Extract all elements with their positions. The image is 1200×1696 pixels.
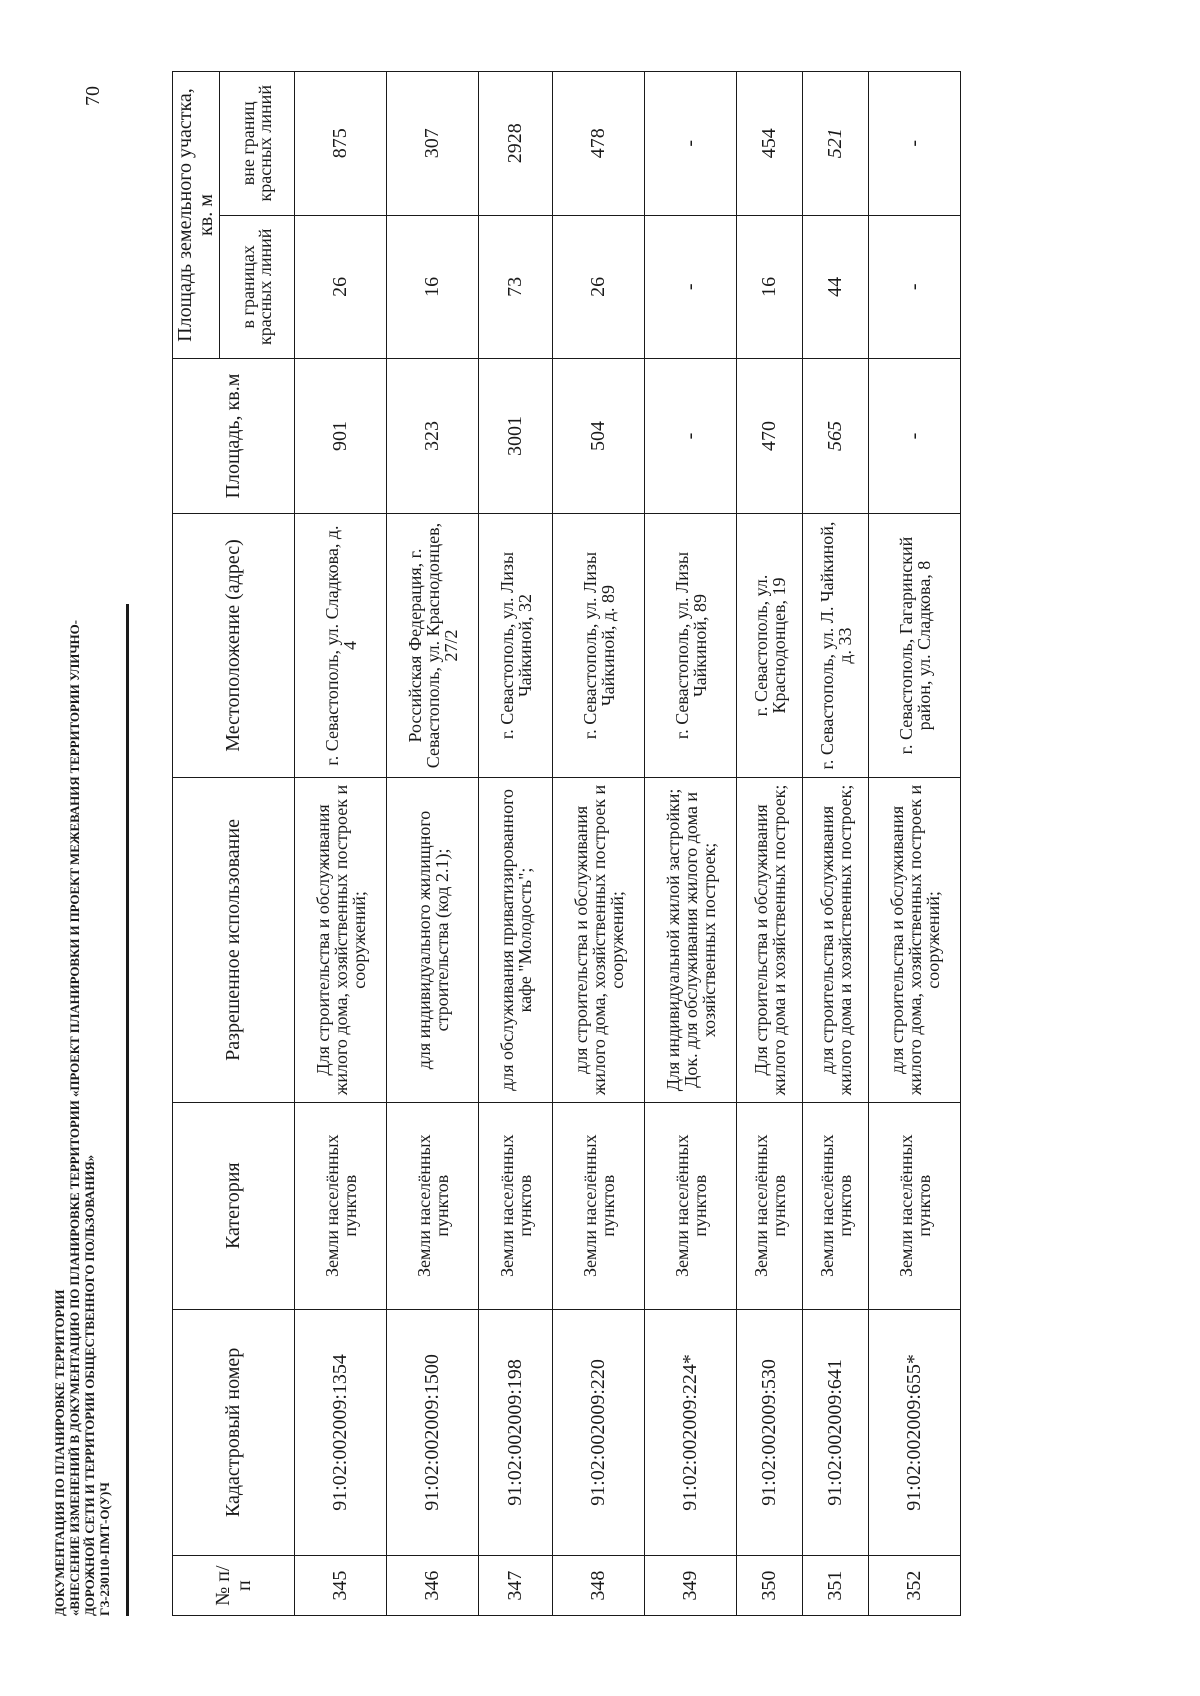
cell-category: Земли населённых пунктов — [295, 1102, 387, 1309]
cell-category: Земли населённых пунктов — [479, 1102, 553, 1309]
cell-inside: - — [645, 215, 737, 358]
header-line-2: «ВНЕСЕНИЕ ИЗМЕНЕНИЙ В ДОКУМЕНТАЦИЮ ПО ПЛАНИРОВКЕ ТЕРРИТОРИИ «ПРОЕКТ ПЛАНИРОВКИ И ПРОЕКТ МЕЖЕВАНИЯ ТЕРРИТОРИИ УЛИЧНО- — [67, 620, 82, 1616]
cell-category: Земли населённых пунктов — [869, 1102, 961, 1309]
cell-use: для обслуживания приватизированного кафе "Молодость"; — [479, 778, 553, 1103]
cell-num: 347 — [479, 1556, 553, 1616]
header-outside: вне границ красных линий — [220, 72, 295, 216]
cell-location: г. Севастополь, Гагаринский район, ул. Сладкова, 8 — [869, 514, 961, 778]
cell-num: 352 — [869, 1556, 961, 1616]
cell-outside: - — [645, 72, 737, 216]
cell-location: г. Севастополь, ул. Л. Чайкиной, д. 33 — [803, 514, 869, 778]
cell-category: Земли населённых пунктов — [553, 1102, 645, 1309]
cell-cadastral: 91:02:002009:1354 — [295, 1309, 387, 1556]
land-plots-table — [172, 71, 961, 1616]
header-divider — [126, 604, 129, 1616]
header-plot-area: Площадь земельного участка, кв. м — [173, 72, 220, 359]
cell-use: Для строительства и обслуживания жилого дома и хозяйственных построек; — [737, 778, 803, 1103]
table-row — [387, 72, 479, 1616]
cell-outside: 2928 — [479, 72, 553, 216]
cell-use: для индивидуального жилищного строительства (код 2.1); — [387, 778, 479, 1103]
cell-cadastral: 91:02:002009:224* — [645, 1309, 737, 1556]
cell-category: Земли населённых пунктов — [737, 1102, 803, 1309]
table-row — [803, 72, 869, 1616]
cell-location: г. Севастополь, ул. Лизы Чайкиной, 89 — [645, 514, 737, 778]
document-header — [52, 516, 112, 1616]
cell-location: г. Севастополь, ул. Лизы Чайкиной, д. 89 — [553, 514, 645, 778]
cell-num: 350 — [737, 1556, 803, 1616]
header-use: Разрешенное использование — [173, 778, 295, 1103]
cell-outside: 875 — [295, 72, 387, 216]
cell-inside: - — [869, 215, 961, 358]
cell-location: г. Севастополь, ул. Краснодонцев, 19 — [737, 514, 803, 778]
cell-outside: - — [869, 72, 961, 216]
cell-area: 504 — [553, 359, 645, 514]
cell-cadastral: 91:02:002009:655* — [869, 1309, 961, 1556]
cell-category: Земли населённых пунктов — [645, 1102, 737, 1309]
cell-cadastral: 91:02:002009:1500 — [387, 1309, 479, 1556]
cell-inside: 16 — [737, 215, 803, 358]
cell-cadastral: 91:02:002009:641 — [803, 1309, 869, 1556]
cell-area: 565 — [803, 359, 869, 514]
header-line-4: ГЗ-230110-ПМТ-О(У)Ч — [97, 1482, 112, 1616]
header-area: Площадь, кв.м — [173, 359, 295, 514]
cell-category: Земли населённых пунктов — [387, 1102, 479, 1309]
cell-area: 470 — [737, 359, 803, 514]
cell-cadastral: 91:02:002009:530 — [737, 1309, 803, 1556]
cell-category: Земли населённых пунктов — [803, 1102, 869, 1309]
table-row — [553, 72, 645, 1616]
page-number: 70 — [82, 86, 104, 106]
cell-inside: 26 — [295, 215, 387, 358]
cell-num: 349 — [645, 1556, 737, 1616]
cell-area: - — [645, 359, 737, 514]
cell-inside: 44 — [803, 215, 869, 358]
cell-cadastral: 91:02:002009:220 — [553, 1309, 645, 1556]
cell-outside: 478 — [553, 72, 645, 216]
cell-location: г. Севастополь, ул. Сладкова, д. 4 — [295, 514, 387, 778]
cell-outside: 521 — [803, 72, 869, 216]
cell-area: 901 — [295, 359, 387, 514]
header-inside: в границах красных линий — [220, 215, 295, 358]
cell-inside: 16 — [387, 215, 479, 358]
cell-cadastral: 91:02:002009:198 — [479, 1309, 553, 1556]
cell-location: г. Севастополь, ул. Лизы Чайкиной, 32 — [479, 514, 553, 778]
cell-use: для строительства и обслуживания жилого дома, хозяйственных построек и сооружений; — [553, 778, 645, 1103]
table-row — [737, 72, 803, 1616]
cell-area: 323 — [387, 359, 479, 514]
header-category: Категория — [173, 1102, 295, 1309]
cell-inside: 73 — [479, 215, 553, 358]
cell-num: 351 — [803, 1556, 869, 1616]
cell-inside: 26 — [553, 215, 645, 358]
header-cadastral: Кадастровый номер — [173, 1309, 295, 1556]
cell-outside: 454 — [737, 72, 803, 216]
table-row — [295, 72, 387, 1616]
cell-num: 345 — [295, 1556, 387, 1616]
cell-use: для строительства и обслуживания жилого дома и хозяйственных построек; — [803, 778, 869, 1103]
cell-area: - — [869, 359, 961, 514]
cell-num: 348 — [553, 1556, 645, 1616]
table-row — [645, 72, 737, 1616]
cell-use: Для индивидуальной жилой застройки; Док. для обслуживания жилого дома и хозяйственных построек; — [645, 778, 737, 1103]
cell-location: Российская Федерация, г. Севастополь, ул. Краснодонцев, 27/2 — [387, 514, 479, 778]
cell-use: Для строительства и обслуживания жилого дома, хозяйственных построек и сооружений; — [295, 778, 387, 1103]
header-line-1: ДОКУМЕНТАЦИЯ ПО ПЛАНИРОВКЕ ТЕРРИТОРИИ — [52, 1289, 67, 1616]
header-line-3: ДОРОЖНОЙ СЕТИ И ТЕРРИТОРИИ ОБЩЕСТВЕННОГО ПОЛЬЗОВАНИЯ» — [82, 1154, 97, 1616]
cell-area: 3001 — [479, 359, 553, 514]
cell-use: для строительства и обслуживания жилого дома, хозяйственных построек и сооружений; — [869, 778, 961, 1103]
cell-num: 346 — [387, 1556, 479, 1616]
header-location: Местоположение (адрес) — [173, 514, 295, 778]
cell-outside: 307 — [387, 72, 479, 216]
header-num: № п/п — [173, 1556, 295, 1616]
table-row — [869, 72, 961, 1616]
table-row — [479, 72, 553, 1616]
